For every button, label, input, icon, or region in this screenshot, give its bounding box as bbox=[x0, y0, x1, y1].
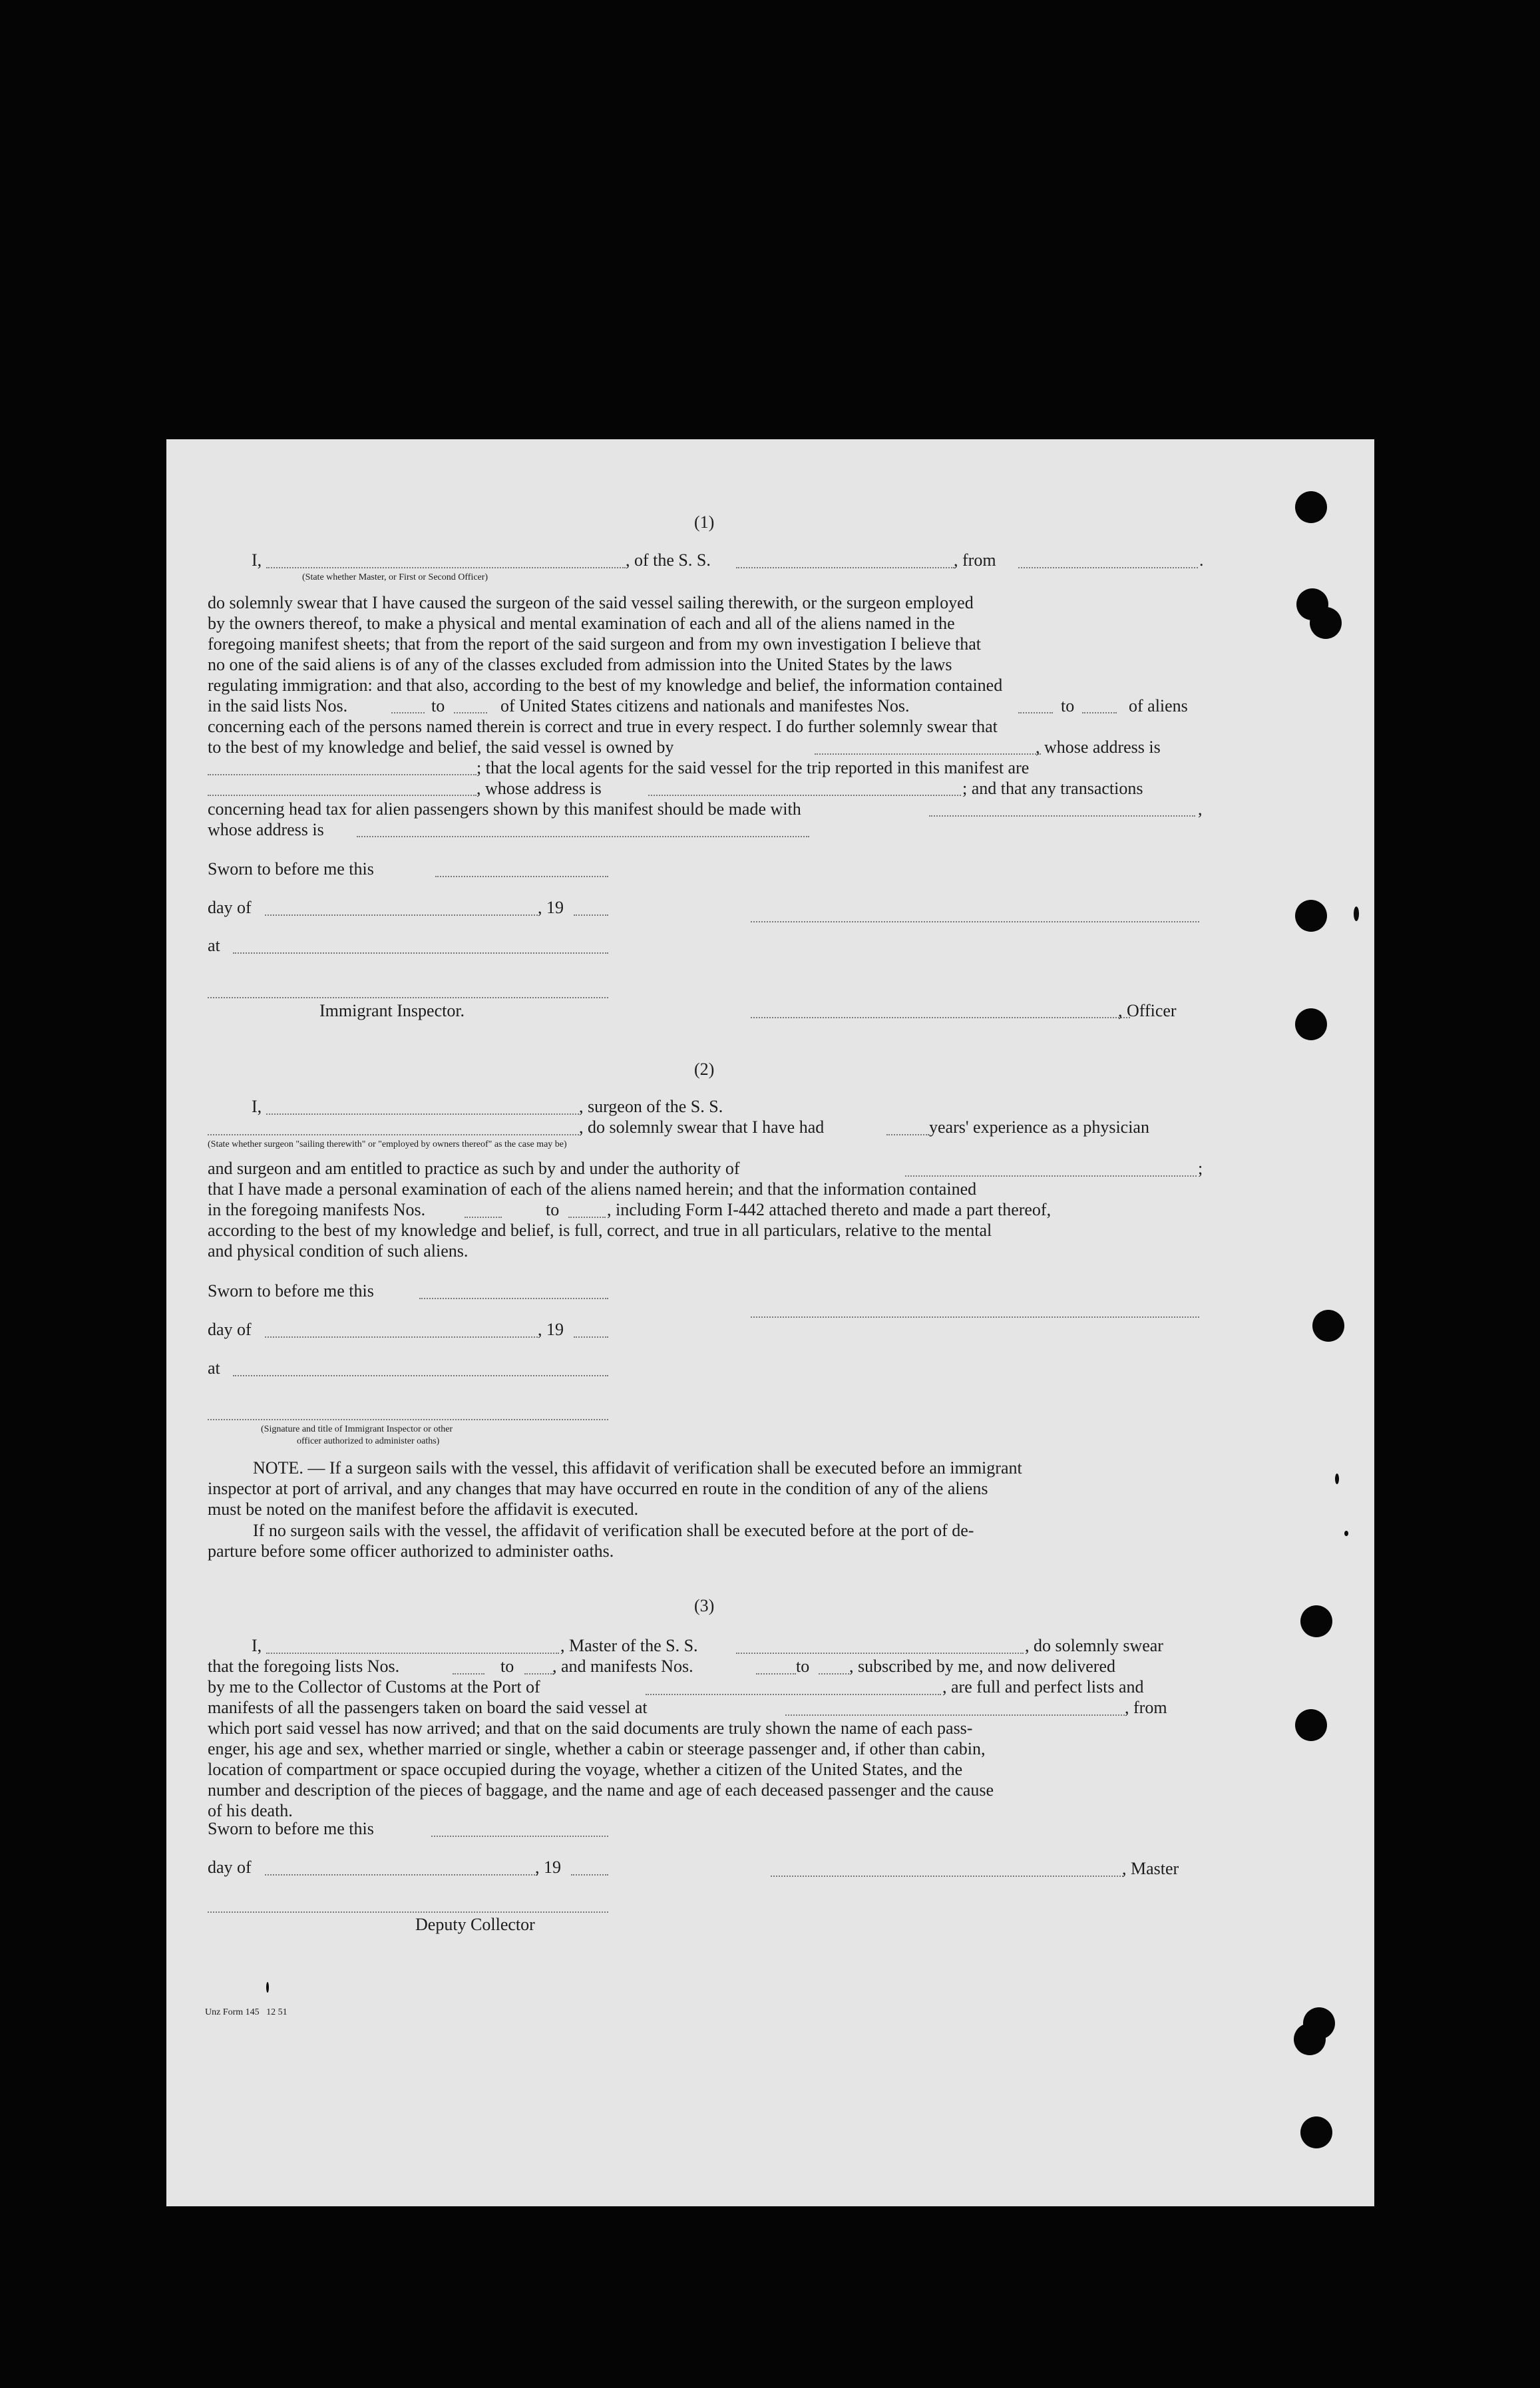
blank-sworn-date bbox=[431, 1836, 608, 1837]
blank-surgeon-name bbox=[266, 1113, 579, 1115]
section3-master-sign: , Master bbox=[1122, 1859, 1179, 1878]
section1-of-ss: , of the S. S. bbox=[626, 550, 711, 570]
section1-transactions: ; and that any transactions bbox=[962, 779, 1143, 798]
section1-line1-i: I, bbox=[252, 550, 262, 570]
binder-hole bbox=[1300, 1605, 1332, 1637]
section3-lists-to2: to bbox=[796, 1657, 810, 1676]
blank-sworn-date bbox=[435, 876, 608, 877]
blank-surgeon-status bbox=[208, 1134, 579, 1135]
blank-list-to bbox=[524, 1673, 554, 1675]
section2-sig-note1: (Signature and title of Immigrant Inspector or other bbox=[261, 1424, 453, 1434]
section1-lists-to2: to bbox=[1061, 696, 1075, 715]
blank-embark-port bbox=[785, 1714, 1125, 1716]
section1-whose: whose address is bbox=[208, 820, 324, 839]
section1-agents-addr: , whose address is bbox=[477, 779, 602, 798]
binder-hole bbox=[1295, 900, 1327, 932]
section3-port-a: by me to the Collector of Customs at the Port of bbox=[208, 1677, 540, 1696]
ink-speck bbox=[1344, 1531, 1348, 1536]
blank-year bbox=[574, 914, 608, 916]
section2-swear-b: years' experience as a physician bbox=[929, 1117, 1149, 1137]
section1-lists-c: of aliens bbox=[1129, 696, 1188, 715]
blank-master-name bbox=[266, 1653, 559, 1654]
section-number-2: (2) bbox=[694, 1060, 715, 1079]
blank-field-vessel bbox=[736, 567, 954, 568]
blank-manifest-to bbox=[819, 1673, 849, 1675]
blank-surgeon-signature bbox=[751, 1316, 1199, 1318]
blank-owner-address bbox=[208, 774, 477, 775]
section2-surgeon-note: (State whether surgeon "sailing therewith" or "employed by owners thereof" as the case may be) bbox=[208, 1139, 567, 1149]
section2-note-paragraph2: If no surgeon sails with the vessel, the affidavit of verification shall be executed before at the port of de- parture before some officer authorized to administer oaths. bbox=[208, 1521, 974, 1561]
blank-year bbox=[574, 1336, 608, 1338]
blank-manifest-from bbox=[756, 1673, 796, 1675]
blank-list-from bbox=[453, 1673, 484, 1675]
section2-swear-a: , do solemnly swear that I have had bbox=[579, 1117, 825, 1137]
section2-surgeon: , surgeon of the S. S. bbox=[579, 1097, 723, 1116]
binder-hole bbox=[1312, 1310, 1344, 1342]
blank-agents-address bbox=[648, 795, 961, 796]
section1-oath-paragraph: do solemnly swear that I have caused the surgeon of the said vessel sailing therewith, or the surgeon employed by the owners thereof, to make a physical and mental examination of each and all of the aliens named in the foregoing manifest sheets; that from the report of the said surgeon and from my own investigation I believe that no one of the said aliens is of any of the classes excluded from admission into the United States by the laws regulating immigration: and that also, according to the best of my knowledge and belief, the information contained bbox=[208, 593, 1003, 695]
section1-year: , 19 bbox=[538, 898, 564, 917]
blank-headtax bbox=[929, 815, 1195, 817]
section3-board-a: manifests of all the passengers taken on board the said vessel at bbox=[208, 1698, 648, 1717]
section2-manifests-to: to bbox=[546, 1200, 560, 1219]
blank-field-name bbox=[266, 567, 626, 568]
binder-hole bbox=[1310, 607, 1342, 639]
section1-day-of: day of bbox=[208, 898, 252, 917]
section3-year: , 19 bbox=[535, 1858, 561, 1877]
blank-manifest-from bbox=[465, 1217, 502, 1218]
section2-rest: according to the best of my knowledge and belief, is full, correct, and true in all particulars, relative to the mental and physical condition of such aliens. bbox=[208, 1221, 992, 1261]
blank-officer-signature bbox=[751, 921, 1199, 922]
section3-board-b: , from bbox=[1125, 1698, 1167, 1717]
section3-line1-i: I, bbox=[252, 1636, 262, 1655]
section2-line1-i: I, bbox=[252, 1097, 262, 1116]
section2-year: , 19 bbox=[538, 1320, 564, 1339]
section2-day-of: day of bbox=[208, 1320, 252, 1339]
blank-year bbox=[571, 1874, 608, 1876]
section1-officer: , Officer bbox=[1118, 1001, 1177, 1020]
blank-agents bbox=[208, 795, 477, 796]
blank-officer-title bbox=[751, 1017, 1130, 1018]
binder-hole bbox=[1300, 2116, 1332, 2148]
blank-day bbox=[265, 914, 538, 916]
section1-headtax-comma: , bbox=[1198, 799, 1203, 819]
section2-manifests-b: , including Form I-442 attached thereto and made a part thereof, bbox=[607, 1200, 1052, 1219]
blank-inspector-signature bbox=[208, 997, 608, 998]
section3-lists-to1: to bbox=[500, 1657, 514, 1676]
section3-master: , Master of the S. S. bbox=[560, 1636, 698, 1655]
section3-lists-c: , subscribed by me, and now delivered bbox=[849, 1657, 1116, 1676]
section3-swear: , do solemnly swear bbox=[1025, 1636, 1163, 1655]
blank-manifest-from bbox=[1018, 712, 1053, 713]
section1-sworn: Sworn to before me this bbox=[208, 859, 374, 879]
section3-port-b: , are full and perfect lists and bbox=[942, 1677, 1144, 1696]
blank-field-from bbox=[1018, 567, 1198, 568]
blank-manifest-to bbox=[1082, 712, 1117, 713]
blank-at bbox=[233, 952, 608, 954]
blank-manifest-to bbox=[568, 1217, 606, 1218]
section2-sig-note2: officer authorized to administer oaths) bbox=[297, 1436, 440, 1446]
form-identifier: Unz Form 145 12 51 bbox=[205, 2007, 288, 2017]
section1-headtax: concerning head tax for alien passengers shown by this manifest should be made with bbox=[208, 799, 801, 819]
blank-headtax-address bbox=[357, 836, 809, 837]
section2-authority: and surgeon and am entitled to practice as such by and under the authority of bbox=[208, 1159, 740, 1178]
blank-inspector-signature bbox=[208, 1419, 608, 1420]
section2-authority-semi: ; bbox=[1198, 1159, 1203, 1178]
blank-list-to bbox=[454, 712, 487, 713]
section3-lists-b: , and manifests Nos. bbox=[552, 1657, 693, 1676]
section1-from: , from bbox=[954, 550, 996, 570]
section-number-1: (1) bbox=[694, 512, 715, 532]
binder-hole bbox=[1295, 1709, 1327, 1741]
section3-sworn: Sworn to before me this bbox=[208, 1819, 374, 1838]
section1-agents: ; that the local agents for the said vessel for the trip reported in this manifest are bbox=[477, 758, 1030, 777]
blank-at bbox=[233, 1375, 608, 1376]
section2-manifests-a: in the foregoing manifests Nos. bbox=[208, 1200, 426, 1219]
binder-hole bbox=[1294, 2023, 1326, 2055]
blank-list-from bbox=[391, 712, 425, 713]
section2-note-paragraph: NOTE. — If a surgeon sails with the vessel, this affidavit of verification shall be executed before an immigrant inspector at port of arrival, and any changes that may have occurred en route in the condition of any of the aliens must be noted on the manifest before the affidavit is executed. bbox=[208, 1458, 1022, 1519]
section1-inspector: Immigrant Inspector. bbox=[319, 1001, 465, 1020]
section1-owned-b: , whose address is bbox=[1036, 737, 1161, 757]
section1-at: at bbox=[208, 936, 220, 955]
section1-lists-a: in the said lists Nos. bbox=[208, 696, 348, 715]
blank-day bbox=[265, 1874, 538, 1876]
ink-speck bbox=[1354, 906, 1359, 921]
section3-deputy: Deputy Collector bbox=[415, 1915, 535, 1934]
section1-lists-b: of United States citizens and nationals and manifestes Nos. bbox=[500, 696, 910, 715]
section3-day-of: day of bbox=[208, 1858, 252, 1877]
blank-vessel bbox=[736, 1653, 1024, 1654]
ink-speck bbox=[1335, 1474, 1339, 1484]
ink-speck bbox=[266, 1982, 269, 1993]
blank-day bbox=[265, 1336, 538, 1338]
section-number-3: (3) bbox=[694, 1596, 715, 1615]
blank-sworn-date bbox=[419, 1298, 608, 1299]
blank-years bbox=[886, 1134, 929, 1135]
section1-lists-to1: to bbox=[431, 696, 445, 715]
section3-lists-a: that the foregoing lists Nos. bbox=[208, 1657, 400, 1676]
section1-period: . bbox=[1199, 550, 1204, 570]
section1-master-note: (State whether Master, or First or Second Officer) bbox=[302, 572, 488, 582]
binder-hole bbox=[1295, 491, 1327, 523]
blank-port bbox=[646, 1694, 941, 1695]
binder-hole bbox=[1295, 1008, 1327, 1040]
section3-rest: which port said vessel has now arrived; and that on the said documents are truly shown the name of each pass- enger, his age and sex, whether married or single, whether a cabin or steerage passenger and, if other than cabin, location of compartment or space occupied during the voyage, whether a citizen of the United States, and the number and description of the pieces of baggage, and the name and age of each deceased passenger and the cause of his death. bbox=[208, 1718, 994, 1820]
affidavit-sheet bbox=[166, 439, 1374, 2206]
blank-owner bbox=[815, 753, 1041, 755]
section2-at: at bbox=[208, 1358, 220, 1378]
section2-personal: that I have made a personal examination of each of the aliens named herein; and that the information contained bbox=[208, 1179, 977, 1199]
section1-concerning: concerning each of the persons named therein is correct and true in every respect. I do further solemnly swear that bbox=[208, 717, 998, 736]
section1-owned-a: to the best of my knowledge and belief, the said vessel is owned by bbox=[208, 737, 674, 757]
blank-master-signature bbox=[771, 1876, 1123, 1877]
blank-deputy-signature bbox=[208, 1911, 608, 1913]
blank-authority bbox=[905, 1175, 1197, 1177]
section2-sworn: Sworn to before me this bbox=[208, 1281, 374, 1300]
